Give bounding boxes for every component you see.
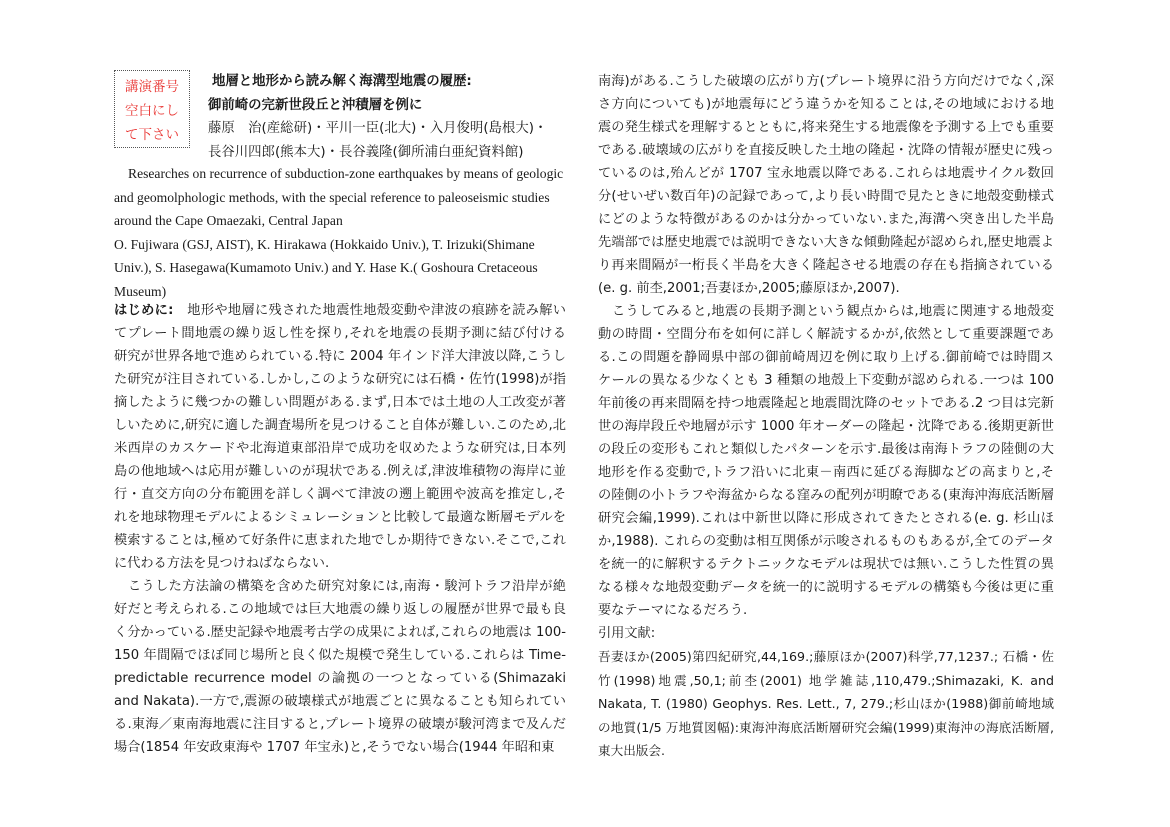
right-column bbox=[598, 70, 1054, 763]
references-list: 吾妻ほか(2005)第四紀研究,44,169.;藤原ほか(2007)科学,77,1237.; 石橋・佐竹(1998)地震,50,1;前杢(2001) 地学雑誌,110,479.;Shimazaki, K. and Nakata, T. (1980) Geophys. Res. Lett., 7, 279.;杉山ほか(1988)御前崎地域の地質(1/5 万地質図幅):東海沖海底活断層研究会編(1999)東海沖の海底活断層,東大出版会. bbox=[598, 649, 1054, 758]
paper-title-line1: 地層と地形から読み解く海溝型地震の履歴: bbox=[212, 74, 472, 89]
introduction-section bbox=[114, 299, 566, 759]
intro-paragraph-1: 地形や地層に残された地震性地殻変動や津波の痕跡を読み解いてプレート間地震の繰り返し性を探り,それを地震の長期予測に結び付ける研究が世界各地で進められている.特に 2004 年インド洋大津波以降,こうした研究が注目されている.しかし,このような研究には石橋・佐竹(1998)が指摘したように幾つかの難しい問題がある.まず,日本では土地の人工改変が著しいために,研究に適した調査場所を見つけること自体が難しい.このため,北米西岸のカスケードや北海道東部沿岸で成功を収めたような研究は,日本列島の他地域へは応用が難しいのが現状である.例えば,津波堆積物の海岸に並行・直交方向の分布範囲を詳しく調べて津波の遡上範囲や波高を推定し,それを地球物理モデルによるシミュレーションと比較して最適な断層モデルを模索することは,極めて好条件に恵まれた地でしか期待できない.そこで,これに代わる方法を見つけねばならない. bbox=[114, 303, 566, 571]
intro-paragraph-2: こうした方法論の構築を含めた研究対象には,南海・駿河トラフ沿岸が絶好だと考えられる.この地域では巨大地震の繰り返しの履歴が世界で最も良く分かっている.歴史記録や地震考古学の成果によれば,これらの地震は 100-150 年間隔でほぼ同じ場所と良く似た規模で発生している.これらは Time-predictable recurrence model の論拠の一つとなっている(Shimazaki and Nakata).一方で,震源の破壊様式が地震ごとに異なることも知られている.東海／東南海地震に注目すると,プレート境界の破壊が駿河湾まで及んだ場合(1854 年安政東海や 1707 年宝永)と,そうでない場合(1944 年昭和東 bbox=[114, 579, 566, 755]
paper-title-line2: 御前崎の完新世段丘と沖積層を例に bbox=[208, 97, 423, 113]
authors-line2: 長谷川四郎(熊本大)・長谷義隆(御所浦白亜紀資料館) bbox=[208, 144, 524, 160]
paper-header bbox=[208, 70, 568, 164]
section-heading: はじめに: bbox=[114, 303, 174, 318]
stamp-line: 空白にし bbox=[125, 103, 179, 119]
english-abstract-header bbox=[114, 162, 574, 303]
stamp-line: て下さい bbox=[125, 127, 179, 143]
english-title: Researches on recurrence of subduction-zone earthquakes by means of geologic and geomolphologic methods, with the special reference to paleoseismic studies around the Cape Omaezaki, Central Japan bbox=[114, 166, 564, 228]
authors-line1: 藤原 治(産総研)・平川一臣(北大)・入月俊明(島根大)・ bbox=[208, 121, 548, 136]
stamp-line: 講演番号 bbox=[125, 79, 179, 95]
lecture-number-box bbox=[114, 70, 190, 148]
references-heading: 引用文献: bbox=[598, 626, 656, 641]
body-paragraph-4: こうしてみると,地震の長期予測という観点からは,地震に関連する地殻変動の時間・空間分布を如何に詳しく解読するかが,依然として重要課題である.この問題を静岡県中部の御前崎周辺を例に取り上げる.御前崎では時間スケールの異なる少なくとも 3 種類の地殻上下変動が認められる.一つは 100 年前後の再来間隔を持つ地震隆起と地震間沈降のセットである.2 つ目は完新世の海岸段丘や地層が示す 1000 年オーダーの隆起・沈降である.後期更新世の段丘の変形もこれと類似したパターンを示す.最後は南海トラフの陸側の大地形を作る変動で,トラフ沿いに北東－南西に延びる海脚などの高まりと,その陸側の小トラフや海盆からなる窪みの配列が明瞭である(東海沖海底活断層研究会編,1999).これは中新世以降に形成されてきたとされる(e. g. 杉山ほか,1988). これらの変動は相互関係が示唆されるものもあるが,全てのデータを統一的に解釈するテクトニックなモデルは現状では無い.こうした性質の異なる様々な地殻変動データを統一的に説明するモデルの構築も今後は更に重要なテーマになるだろう. bbox=[598, 304, 1054, 618]
english-authors: O. Fujiwara (GSJ, AIST), K. Hirakawa (Hokkaido Univ.), T. Irizuki(Shimane Univ.), S. Hasegawa(Kumamoto Univ.) and Y. Hase K.( Goshoura Cretaceous Museum) bbox=[114, 236, 538, 299]
body-paragraph-3: 南海)がある.こうした破壊の広がり方(プレート境界に沿う方向だけでなく,深さ方向についても)が地震毎にどう違うかを知ることは,その地域における地震の発生様式を理解するとともに,将来発生する地震像を予測する上でも重要である.破壊域の広がりを直接反映した土地の隆起・沈降の情報が歴史に残っているのは,殆んどが 1707 宝永地震以降である.これらは地震サイクル数回分(せいぜい数百年)の記録であって,より長い時間で見たときに地殻変動様式にどのような特徴があるのかは分かっていない.また,海溝へ突き出した半島先端部では歴史地震では説明できない大きな傾動隆起が認められ,歴史地震より再来間隔が一桁長く半島を大きく隆起させる地震の存在も指摘されている(e. g. 前杢,2001;吾妻ほか,2005;藤原ほか,2007). bbox=[598, 74, 1054, 296]
